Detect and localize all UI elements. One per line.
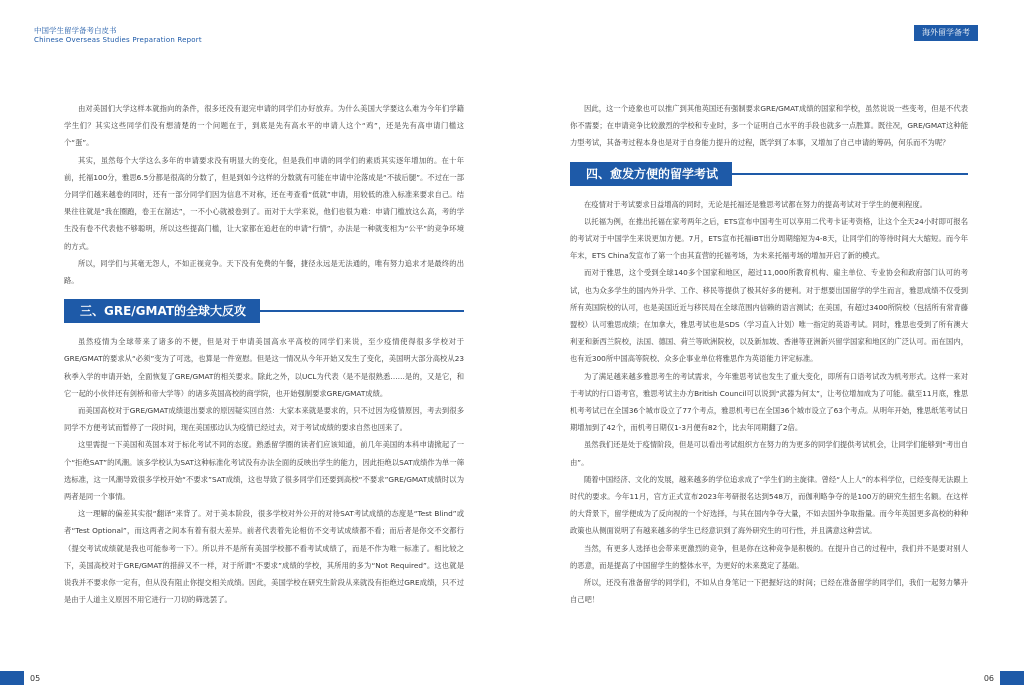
section-rule	[732, 173, 968, 175]
paragraph: 因此，这一个迹象也可以推广到其他英国还有强制要求GRE/GMAT成绩的国家和学校，虽然说说一些变考，但是不代表你不需要；在申请竞争比较激烈的学校和专业时，多一个证明自己水平的手段也就多一点胜算。既往况，GRE/GMAT这种能力型考试，其备考过程本身也是对于自身能力提升的过程，既学到了本事，又增加了自己申请的筹码，何乐而不为呢？	[570, 104, 968, 148]
page-marker-left	[0, 671, 24, 685]
paragraph: 随着中国经济、文化的发展，越来越多的学位追求成了“学生们的主旋律。曾经“人上人”的本科学位，已经变得无法跟上时代的要求。今年11月，官方正式宣布2023年考研报名达到548万，而伽利略争夺的是100万的研究生招生名额。在这样的大背景下，留学便成为了反向视的一个好选择，与其在国内争夺大量，不如去国外争取指量。而今年英国更多高校的种种政策也从侧面说明了有越来越多的学生已经意识到了海外研究生的可行性，并且满意这种尝试。	[570, 474, 968, 536]
section-tag: 海外留学备考	[914, 25, 978, 41]
paragraph: 而美国高校对于GRE/GMAT成绩退出要求的原因疑实回自然：大家本来就是要求的，只不过因为疫情原因，考去到很多同学不方便考试而暂停了一段时间，现在美国那边认为疫情已经过去，对于考试成绩的要求自然也回来了。	[64, 406, 464, 433]
section-heading-4	[570, 162, 968, 186]
page-marker-right	[1000, 671, 1024, 685]
paragraph: 以托福为例，在推出托福在家考两年之后，ETS宣布中国考生可以享用二代考卡证考资格，让这个全天24小时即可报名的考试对于中国学生来说更加方便。7月，ETS宣布托福iBT出分周期缩短为4-8天，让同学们的等待时间大大缩短。而今年年末，ETS China发宣布了第一个由其直营的托福考场，为未来托福考场的增加开启了新的模式。	[570, 216, 968, 261]
paragraph: 这里需提一下美国和英国本对于标化考试不同的态度。熟悉留学圈的读者们应该知道，前几年美国的本科申请掀起了一个“拒绝SAT”的风潮。该多学校认为SAT这种标准化考试没有办法全面的反映出学生的能力，因此拒绝以SAT成绩作为单一筛选标准，这一风潮导致很多学校开始“不要求”SAT成绩，这也导致了很多同学们还要到高校“不要求”GRE/GMAT成绩时以为两者是同一个事情。	[64, 440, 464, 502]
paragraph: 而对于雅思，这个受到全球140多个国家和地区，超过11,000所教育机构、雇主单位、专业协会和政府部门认可的考试，也为众多学生的国内外升学、工作、移民等提供了极其好多的便利。对于想要出国留学的学生而言，雅思成绩不仅受到所有英国院校的认可，也是美国近近与移民局在全球范围内信赖的语言测试；在美国，有超过3400所院校（包括所有常青藤盟校）认可雅思成绩；在加拿大，雅思考试也是SDS（学习直入计划）唯一指定的英语考试。同时，雅思也受到了所有澳大利亚和新西兰院校，法国、德国、荷兰等欧洲院校，以及新加坡、香港等亚洲新兴留学国家和地区的广泛认可。而在国内，也有近300所中国高等院校、众多企事业单位将雅思作为英语能力评定标准。	[570, 268, 969, 364]
paragraph: 所以，同学们与其毫无怨人，不如正视竞争。天下没有免费的午餐，捷径永远是无法通的，唯有努力追求才是最终的出路。	[64, 258, 464, 286]
left-page-column	[64, 100, 464, 608]
report-header	[34, 26, 202, 45]
paragraph: 由对美国们大学这样本就指向的条件，很多还没有退完申请的同学们办好放弃。为什么美国大学要这么难为今年们学籍学生们？其实这些同学们没有想清楚的一个问题在于，到底是先有高水平的申请人这个“鸡”，还是先有高申请门槛这个“蛋”。	[64, 104, 464, 148]
report-title-cn: 中国学生留学备考白皮书	[34, 26, 117, 35]
paragraph: 在疫情对于考试要求日益增高的同时，无论是托福还是雅思考试都在努力的提高考试对于学生的便利程度。	[584, 199, 927, 209]
section-title: 四、愈发方便的留学考试	[570, 162, 732, 186]
paragraph: 为了满足越来越多雅思考生的考试需求，今年雅思考试也发生了重大变化，即所有口语考试改为机考形式。这样一来对于考试的行口语考官，雅思考试主办方British Council可以说到“武器为何太”，让考位增加成为了可能。截至11月底，雅思机考考试已在全国36个城市设立了77个考点，雅思机考已在全国36个城市设立了63个考点。从明年开始，雅思纸笔考试日期增加到了42个，而机考日期仅1-3月便有82个，比去年同期翻了2倍。	[570, 371, 968, 433]
paragraph: 所以，还没有准备留学的同学们，不如从自身笔记一下把握好这的时间；已经在准备留学的同学们，我们一起努力攀升自己吧！	[570, 578, 968, 605]
section-heading-3	[64, 299, 464, 323]
paragraph: 当然，有更多人选择也会带来更激烈的竞争，但是你在这种竞争是积极的。在提升自己的过程中，我们并不是要对别人的恶意，而是提高了中国留学生的整体水平，为更好的未来奠定了基础。	[570, 543, 968, 570]
page-number-left: 05	[30, 674, 41, 683]
section-title: 三、GRE/GMAT的全球大反攻	[64, 299, 260, 323]
paragraph: 其实，虽然每个大学这么多年的申请要求没有明显大的变化，但是我们申请的同学们的素质其实逐年增加的。在十年前，托福100分，雅思6.5分都是很高的分数了，但是到如今这样的分数就有可能在申请中沦落成是“不拔后腿”。不过在一部分同学们越来越卷的同时，还有一部分同学们因为信息不对称，还在考查看“低就”申请，用较低的准入标准来要求自己。结果往往就是“我在圈跑，卷王在溜达”，一不小心就被卷到了。而对于大学来说，他们也很为难：申请门槛放这么高，考的学生没有卷不代表他不够聪明，所以这些提高门槛，让大家都在追赶在的申请“行情”，办法是一种就变相为“公平”的竞争环境的方式。	[64, 155, 464, 251]
report-title-en: Chinese Overseas Studies Preparation Report	[34, 36, 202, 44]
right-page-column	[570, 100, 968, 608]
paragraph: 这一理解的偏差其实很“翻译”来背了。对于美本阶段，很多学校对外公开的对待SAT考试成绩的态度是“Test Blind”或者“Test Optional”，而这两者之间本有着有很大差异。前者代表着先论相仿不交考试成绩都不看；而后者是你交不交都行（提交考试成绩就是我也可能参考一下）。所以并不是所有美国学校都不看考试成绩了，而是不作为唯一标准了。相比较之下，美国高校对于GRE/GMAT的措辞又不一样，对于所谓“不要求”成绩的学校，其所用的多为“Not Required”。这也就是说我并不要求你一定有，但从没有阻止你提交相关成绩。因此，美国学校在研究生阶段从来就没有拒绝过GRE成绩，只不过是由于人道主义原因不用它进行一刀切的筛选罢了。	[64, 509, 464, 605]
page-number-right: 06	[983, 674, 994, 683]
paragraph: 虽然疫情为全球带来了诸多的不便，但是对于申请美国高水平高校的同学们来说，至少疫情使得很多学校对于GRE/GMAT的要求从“必须”变为了可选，也算是一件宽慰。但是这一情况从今年开始又发生了变化，美国明大部分高校从23秋季入学的申请开始，全面恢复了GRE/GMAT的相关要求。除此之外，以UCL为代表（是不是很熟悉……是的，又是它，和它一起的小伙伴还有剑桥和帝大学等）的诸多英国高校的商学院，也开始强制要求GRE/GMAT成绩。	[64, 337, 464, 398]
section-rule	[260, 310, 464, 312]
paragraph: 虽然我们还是处于疫情阶段，但是可以看出考试组织方在努力的为更多的同学们提供考试机会，让同学们能够到“考出自由”。	[570, 440, 968, 467]
